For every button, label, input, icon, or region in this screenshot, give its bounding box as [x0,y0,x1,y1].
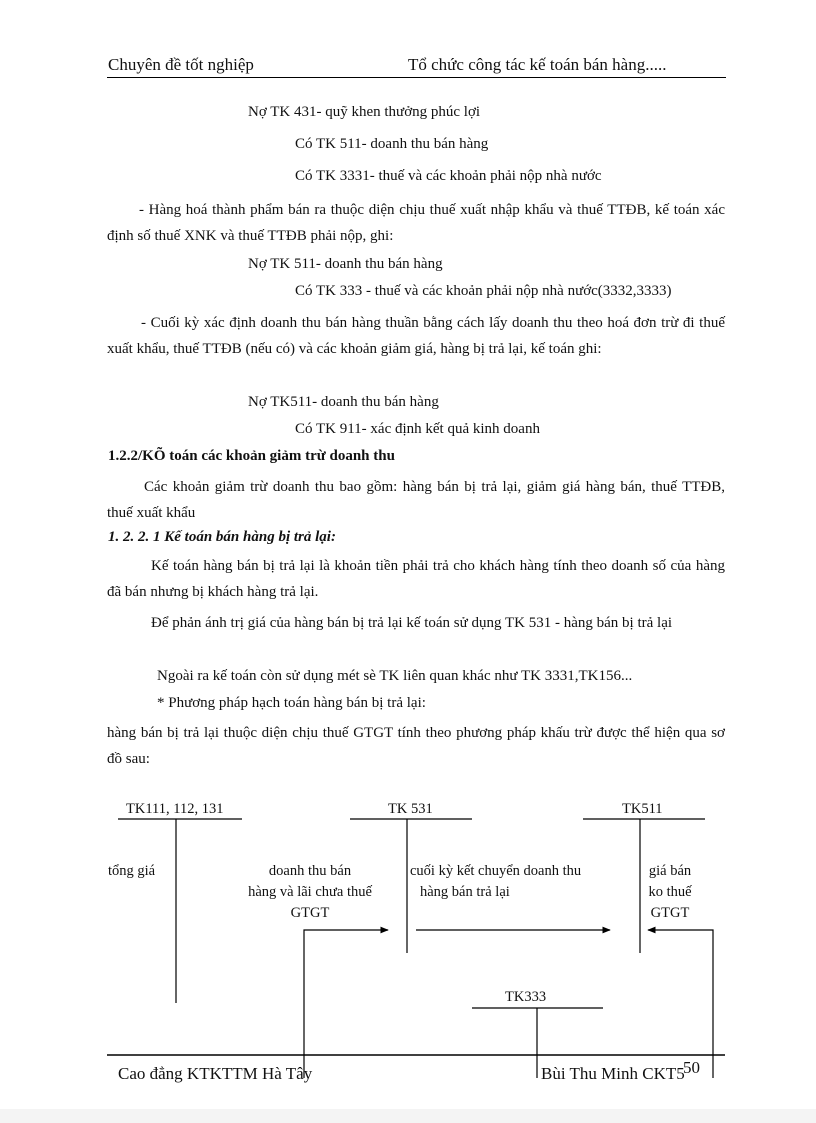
label-price-line2: ko thuế [648,884,692,900]
footer-right: Bùi Thu Minh CKT5 [541,1064,685,1083]
entry-debit-511: Nợ TK 511- doanh thu bán hàng [248,256,443,272]
entry-debit-tk511: Nợ TK511- doanh thu bán hàng [248,394,439,410]
label-total-price: tổng giá [108,863,156,879]
paragraph-period-end: - Cuối kỳ xác định doanh thu bán hàng thuần bằng cách lấy doanh thu theo hoá đơn trừ đi thuế xuất khẩu, thuế TTĐB (nếu có) và các khoản giảm giá, hàng bị trả lại, kế toán ghi: [107,315,725,357]
label-transfer-line2: hàng bán trả lại [420,884,510,900]
account-tk333-label: TK333 [505,989,547,1005]
paragraph-returned-goods: Kế toán hàng bán bị trả lại là khoản tiền phải trả cho khách hàng tính theo doanh số của hàng đã bán nhưng bị khách hàng trả lại. [107,558,725,600]
line-related-accounts: Ngoài ra kế toán còn sử dụng mét sè TK liên quan khác như TK 3331,TK156... [157,668,633,684]
label-revenue-line3: GTGT [290,905,330,921]
entry-credit-511: Có TK 511- doanh thu bán hàng [295,136,489,152]
label-price-line3: GTGT [650,905,690,921]
header-right: Tổ chức công tác kế toán bán hàng..... [408,55,667,74]
footer-left: Cao đẳng KTKTTM Hà Tây [118,1064,313,1083]
arrow-to-tk531 [304,930,388,1078]
account-tk111-label: TK111, 112, 131 [126,801,224,817]
line-method: * Phương pháp hạch toán hàng bán bị trả lại: [157,695,426,711]
page-bottom-edge [0,1109,816,1123]
paragraph-deductions: Các khoản giảm trừ doanh thu bao gồm: hàng bán bị trả lại, giảm giá hàng bán, thuế TTĐB, thuế xuất khẩu [107,479,725,521]
label-revenue-line2: hàng và lãi chưa thuế [248,884,372,900]
paragraph-export-tax: - Hàng hoá thành phẩm bán ra thuộc diện chịu thuế xuất nhập khẩu và thuế TTĐB, kế toán xác định số thuế XNK và thuế TTĐB phải nộp, ghi: [107,202,725,244]
account-tk531-label: TK 531 [388,801,433,817]
header-left: Chuyên đề tốt nghiệp [108,55,254,74]
paragraph-vat-method: hàng bán bị trả lại thuộc diện chịu thuế GTGT tính theo phương pháp khấu trừ được thể hiện qua sơ đồ sau: [107,725,725,767]
label-transfer-line1: cuối kỳ kết chuyển doanh thu [410,863,582,879]
section-heading-1-2-2: 1.2.2/KÕ toán các khoản giảm trừ doanh thu [108,448,395,464]
label-revenue-line1: doanh thu bán [268,863,352,879]
entry-credit-333: Có TK 333 - thuế và các khoản phải nộp nhà nước(3332,3333) [295,283,672,299]
entry-credit-911: Có TK 911- xác định kết quả kinh doanh [295,421,540,437]
label-price-line1: giá bán [648,863,692,879]
paragraph-tk531: Để phản ánh trị giá của hàng bán bị trả lại kế toán sử dụng TK 531 - hàng bán bị trả lại [151,615,673,631]
arrow-to-tk511 [648,930,713,1078]
entry-credit-3331: Có TK 3331- thuế và các khoản phải nộp nhà nước [295,168,602,184]
entry-debit-431: Nợ TK 431- quỹ khen thưởng phúc lợi [248,104,481,120]
section-heading-1-2-2-1: 1. 2. 2. 1 Kế toán bán hàng bị trả lại: [108,529,336,545]
page-number: 50 [683,1058,700,1077]
account-tk511-label: TK511 [622,801,663,817]
